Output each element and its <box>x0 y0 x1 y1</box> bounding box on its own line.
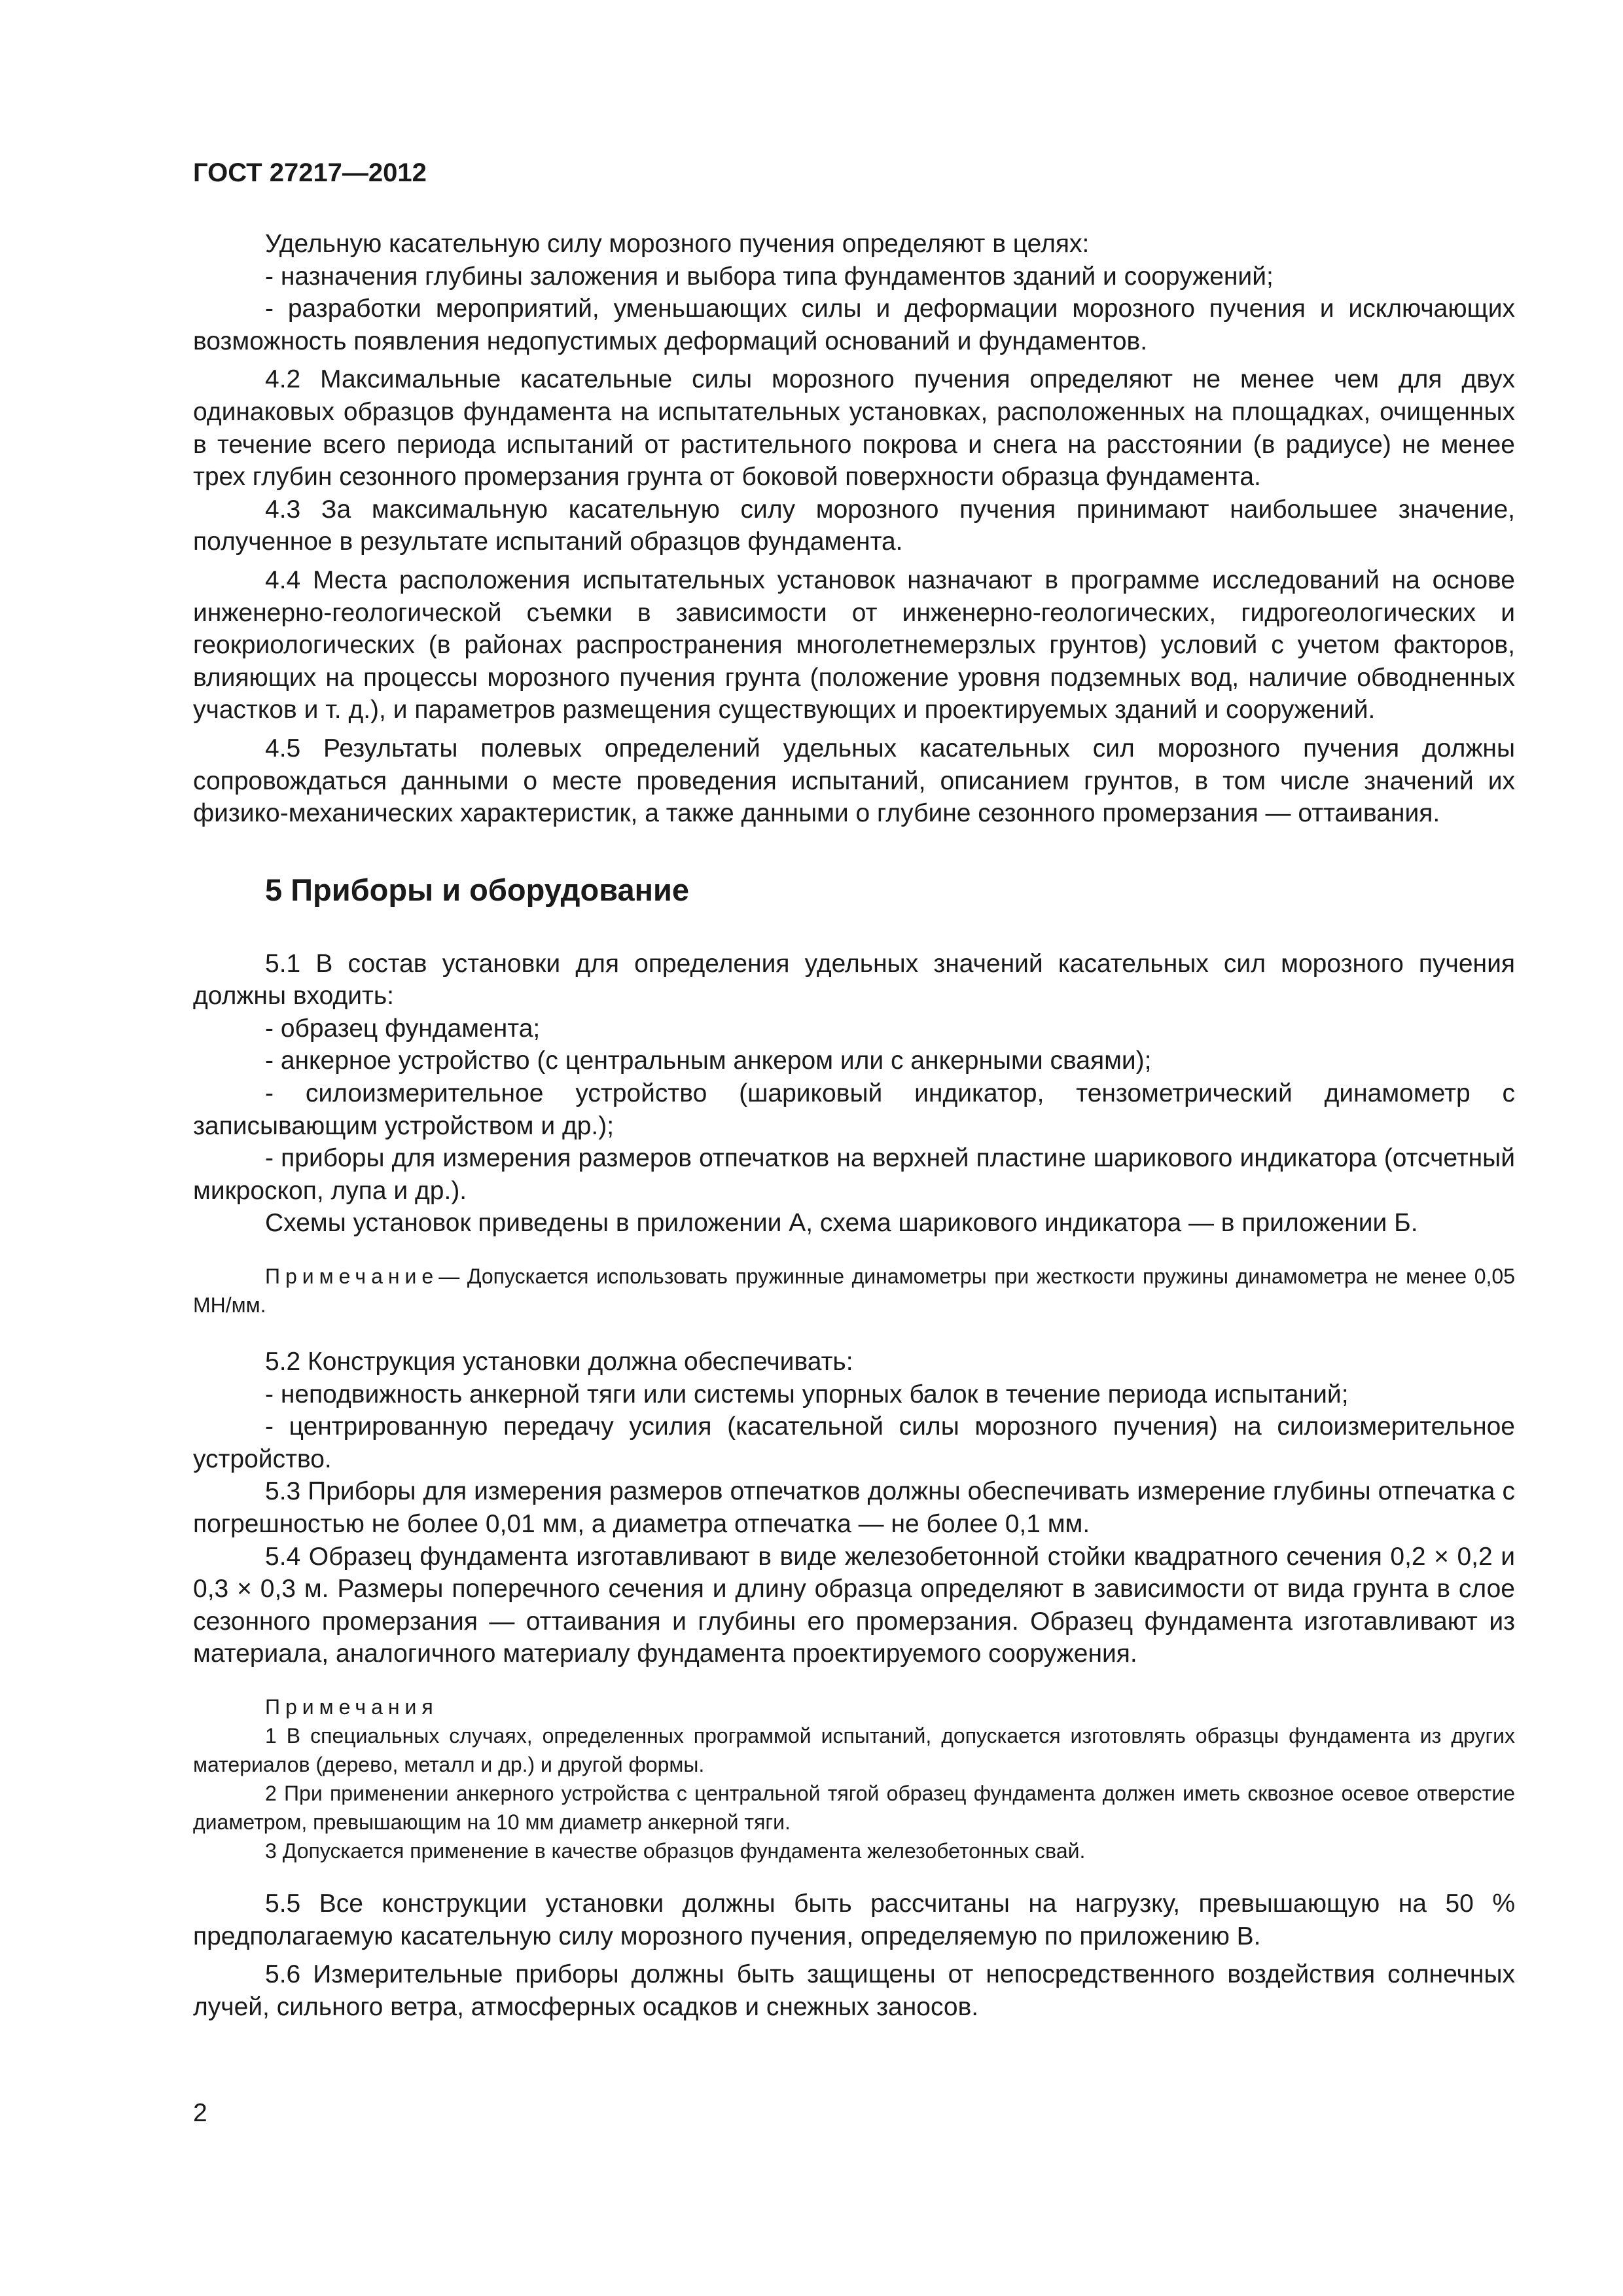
clause-5-5: 5.5 Все конструкции установки должны быть рассчитаны на нагрузку, превышающую на 50 % предполагаемую касательную силу морозного пучения, определяемую по приложению В. <box>193 1889 1515 1950</box>
note-text: — Допускается использовать пружинные динамометры при жесткости пружины динамометра не менее 0,05 МН/мм. <box>193 1265 1515 1318</box>
intro-lead: Удельную касательную силу морозного пучения определяют в целях: <box>265 230 1090 258</box>
clause-4-3: 4.3 За максимальную касательную силу морозного пучения принимают наибольшее значение, полученное в результате испытаний образцов фундамента. <box>193 495 1515 556</box>
clause-4-4: 4.4 Места расположения испытательных установок назначают в программе исследований на основе инженерно-геологической съемки в зависимости от инженерно-геологических, гидрогеологических и геокриологических (в районах распространения многолетнемерзлых грунтов) условий с учетом факторов, влияющих на процессы морозного пучения грунта (положение уровня подземных вод, наличие обводненных участков и т. д.), и параметров размещения существующих и проектируемых зданий и сооружений. <box>193 565 1515 725</box>
clause-5-1-schemes: Схемы установок приведены в приложении А, схема шарикового индикатора — в приложении Б. <box>265 1209 1418 1238</box>
note-label: Примечание <box>265 1265 439 1289</box>
clause-5-2-item-1: - неподвижность анкерной тяги или системы упорных балок в течение периода испытаний; <box>265 1380 1349 1408</box>
section-5-title: 5 Приборы и оборудование <box>265 872 690 907</box>
clause-5-1-item-4: - приборы для измерения размеров отпечатков на верхней пластине шарикового индикатора (отсчетный микроскоп, лупа и др.). <box>193 1144 1515 1205</box>
clause-5-4: 5.4 Образец фундамента изготавливают в виде железобетонной стойки квадратного сечения 0,2 × 0,2 и 0,3 × 0,3 м. Размеры поперечного сечения и длину образца определяют в зависимости от вида грунта в слое сезонного промерзания — оттаивания и глубины его промерзания. Образец фундамента изготавливают из материала, аналогичного материалу фундамента проектируемого сооружения. <box>193 1542 1515 1668</box>
note-1: 1 В специальных случаях, определенных программой испытаний, допускается изготовлять образцы фундамента из других материалов (дерево, металл и др.) и другой формы. <box>193 1723 1515 1776</box>
note-2: 2 При применении анкерного устройства с центральной тягой образец фундамента должен иметь сквозное осевое отверстие диаметром, превышающим на 10 мм диаметр анкерной тяги. <box>193 1781 1515 1834</box>
clause-5-1-item-1: - образец фундамента; <box>265 1014 541 1043</box>
clause-4-5: 4.5 Результаты полевых определений удельных касательных сил морозного пучения должны сопровождаться данными о месте проведения испытаний, описанием грунтов, в том числе значений их физико-механических характеристик, а также данными о глубине сезонного промерзания — оттаивания. <box>193 734 1515 828</box>
clause-5-1-item-2: - анкерное устройство (с центральным анкером или с анкерными сваями); <box>265 1047 1152 1075</box>
document-page <box>193 157 1515 2023</box>
clause-5-6: 5.6 Измерительные приборы должны быть защищены от непосредственного воздействия солнечных лучей, сильного ветра, атмосферных осадков и снежных заносов. <box>193 1960 1515 2021</box>
clause-5-2-lead: 5.2 Конструкция установки должна обеспечивать: <box>265 1348 853 1376</box>
clause-5-1-note <box>193 1262 1515 1319</box>
intro-item-2: - разработки мероприятий, уменьшающих силы и деформации морозного пучения и исключающих возможность появления недопустимых деформаций оснований и фундаментов. <box>193 295 1515 355</box>
clause-4-2: 4.2 Максимальные касательные силы морозного пучения определяют не менее чем для двух одинаковых образцов фундамента на испытательных установках, расположенных на площадках, очищенных в течение всего периода испытаний от растительного покрова и снега на расстоянии (в радиусе) не менее трех глубин сезонного промерзания грунта от боковой поверхности образца фундамента. <box>193 365 1515 492</box>
clause-5-3: 5.3 Приборы для измерения размеров отпечатков должны обеспечивать измерение глубины отпечатка с погрешностью не более 0,01 мм, а диаметра отпечатка — не более 0,1 мм. <box>193 1477 1515 1538</box>
page-number: 2 <box>193 2099 207 2127</box>
clause-5-1-lead: 5.1 В состав установки для определения удельных значений касательных сил морозного пучения должны входить: <box>193 949 1515 1011</box>
notes-title: Примечания <box>265 1695 438 1719</box>
intro-item-1: - назначения глубины заложения и выбора типа фундаментов зданий и сооружений; <box>265 262 1274 291</box>
note-3: 3 Допускается применение в качестве образцов фундамента железобетонных свай. <box>265 1839 1086 1863</box>
clause-5-2-item-2: - центрированную передачу усилия (касательной силы морозного пучения) на силоизмерительное устройство. <box>193 1412 1515 1473</box>
clause-5-1-item-3: - силоизмерительное устройство (шариковый индикатор, тензометрический динамометр с записывающим устройством и др.); <box>193 1079 1515 1140</box>
document-header: ГОСТ 27217—2012 <box>193 158 427 187</box>
